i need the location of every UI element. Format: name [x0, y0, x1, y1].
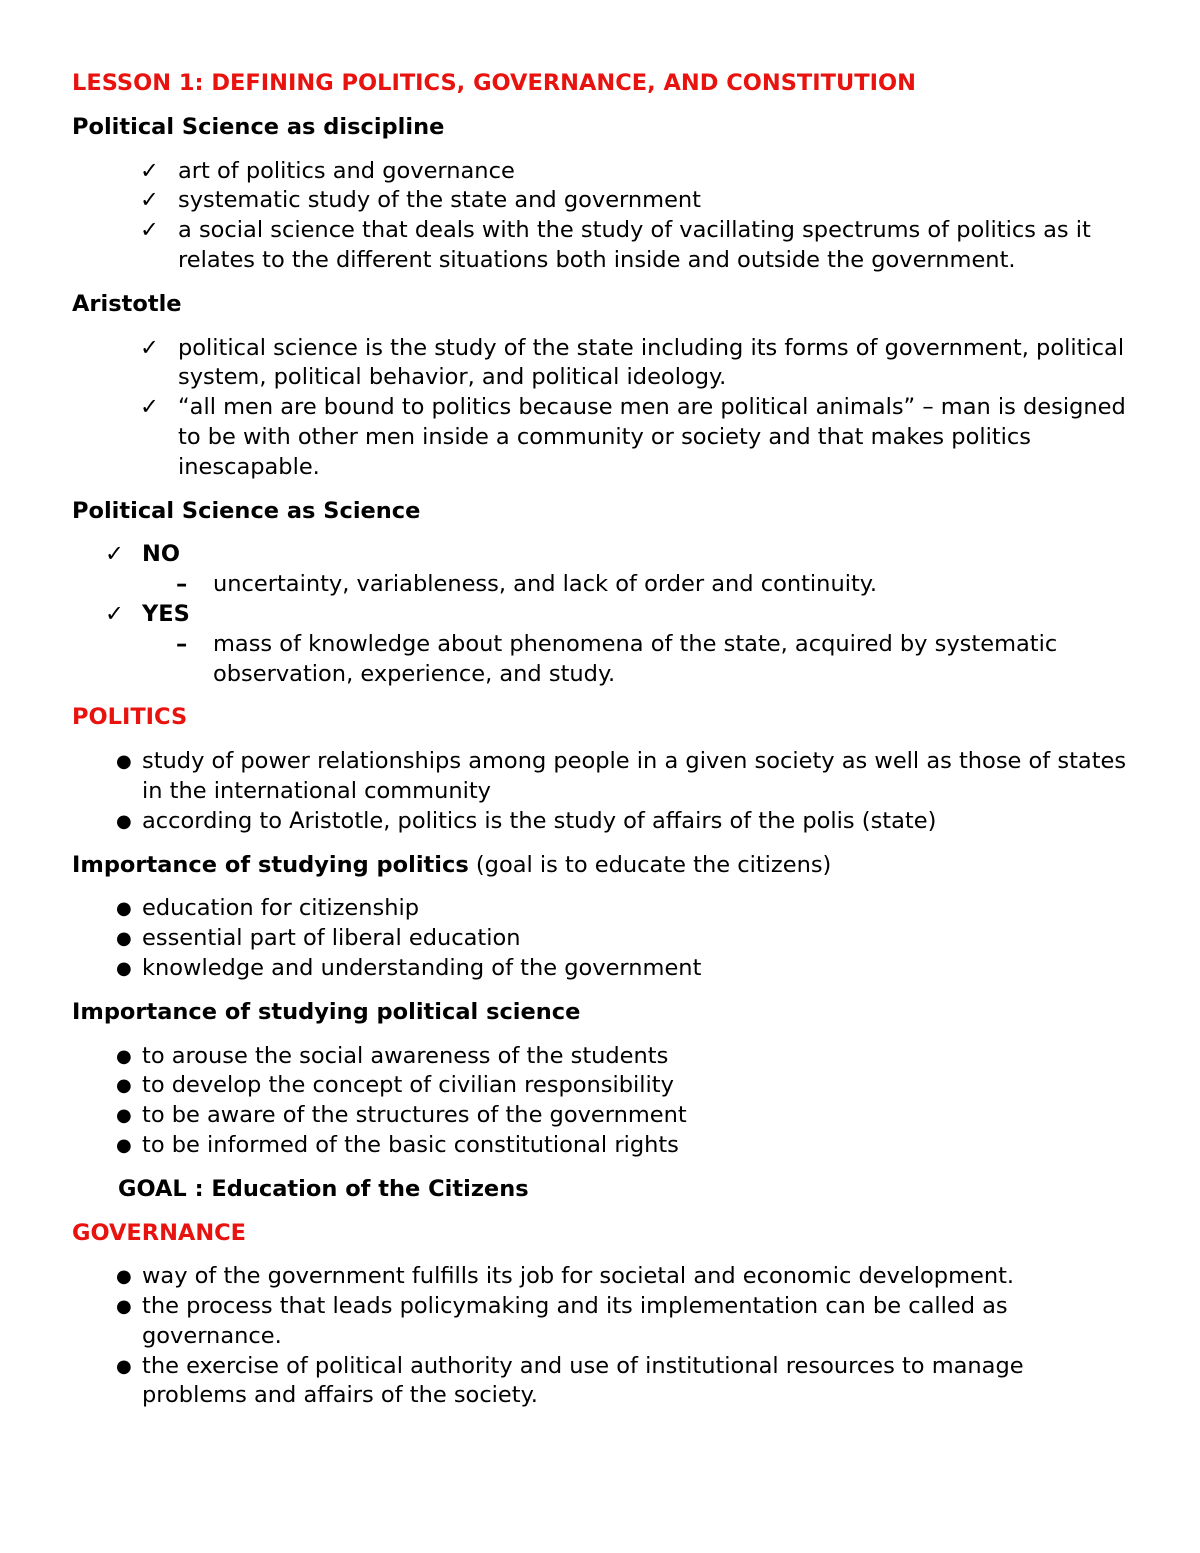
list-item: ● way of the government fulfills its job for societal and economic development. — [72, 1262, 1132, 1292]
importance-political-science-list — [72, 1042, 1132, 1161]
heading-note: (goal is to educate the citizens) — [468, 851, 832, 878]
bullet-icon: ● — [116, 928, 132, 950]
check-icon: ✓ — [140, 217, 159, 244]
no-row: ✓ NO — [72, 540, 1132, 570]
list-item: ● knowledge and understanding of the government — [72, 954, 1132, 984]
bullet-icon: ● — [116, 1045, 132, 1067]
bullet-icon: ● — [116, 898, 132, 920]
bullet-icon: ● — [116, 1266, 132, 1288]
list-item: ● to be informed of the basic constitutional rights — [72, 1131, 1132, 1161]
heading-governance: GOVERNANCE — [72, 1219, 247, 1246]
bullet-icon: ● — [116, 1296, 132, 1318]
heading-politics: POLITICS — [72, 704, 188, 731]
heading-political-science-discipline: Political Science as discipline — [72, 113, 445, 140]
check-icon: ✓ — [105, 541, 124, 568]
heading-importance-politics: Importance of studying politics (goal is to educate the citizens) — [72, 851, 832, 878]
governance-list — [72, 1262, 1132, 1411]
document-page — [72, 69, 1132, 1425]
lesson-title: LESSON 1: DEFINING POLITICS, GOVERNANCE, AND CONSTITUTION — [72, 70, 916, 96]
bullet-icon: ● — [116, 1075, 132, 1097]
list-item: ● to arouse the social awareness of the students — [72, 1042, 1132, 1072]
heading-aristotle: Aristotle — [72, 290, 182, 317]
check-icon: ✓ — [105, 600, 124, 627]
list-item: ● the exercise of political authority and use of institutional resources to manage problems and affairs of the society. — [116, 1352, 1024, 1409]
check-icon: ✓ — [140, 187, 159, 214]
check-icon: ✓ — [140, 394, 159, 421]
check-icon: ✓ — [140, 157, 159, 184]
yes-description: – mass of knowledge about phenomena of the state, acquired by systematic observation, experience, and study. — [176, 630, 1058, 687]
list-item: ● according to Aristotle, politics is the study of affairs of the polis (state) — [72, 807, 1132, 837]
list-item: ● education for citizenship — [72, 894, 1132, 924]
list-item: ✓ art of politics and governance — [72, 157, 1132, 187]
list-item: ✓ systematic study of the state and government — [72, 186, 1132, 216]
bullet-icon: ● — [116, 810, 132, 832]
importance-politics-list — [72, 894, 1132, 983]
dash-icon: – — [176, 630, 188, 657]
goal-statement: GOAL : Education of the Citizens — [118, 1175, 529, 1202]
yes-row: ✓ YES — [72, 600, 1132, 630]
dash-icon: – — [176, 571, 188, 598]
check-icon: ✓ — [140, 334, 159, 361]
aristotle-list — [72, 334, 1132, 483]
list-item: ● essential part of liberal education — [72, 924, 1132, 954]
bullet-icon: ● — [116, 1355, 132, 1377]
list-item: ✓ a social science that deals with the study of vacillating spectrums of politics as it relates to the different situations both inside and outside the government. — [140, 217, 1091, 273]
bullet-icon: ● — [116, 957, 132, 979]
heading-importance-political-science: Importance of studying political science — [72, 998, 581, 1025]
no-description: – uncertainty, variableness, and lack of order and continuity. — [72, 570, 1132, 600]
list-item: ● the process that leads policymaking and its implementation can be called as governance. — [116, 1293, 1008, 1349]
bullet-icon: ● — [116, 1134, 132, 1156]
list-item: ✓ political science is the study of the state including its forms of government, political system, political behavior, and political ideology. — [140, 334, 1125, 391]
list-item: ✓ “all men are bound to politics because men are political animals” – man is designed to be with other men inside a community or society and that makes politics inescapable. — [140, 394, 1126, 480]
list-item: ● study of power relationships among people in a given society as well as those of states in the international community — [116, 748, 1127, 804]
science-yes-no-block — [72, 540, 1132, 689]
bullet-icon: ● — [116, 751, 132, 773]
list-item: ● to be aware of the structures of the government — [72, 1101, 1132, 1131]
politics-list — [72, 747, 1132, 836]
bullet-icon: ● — [116, 1105, 132, 1127]
heading-political-science-as-science: Political Science as Science — [72, 497, 421, 524]
discipline-list — [72, 157, 1132, 276]
list-item: ● to develop the concept of civilian responsibility — [72, 1071, 1132, 1101]
